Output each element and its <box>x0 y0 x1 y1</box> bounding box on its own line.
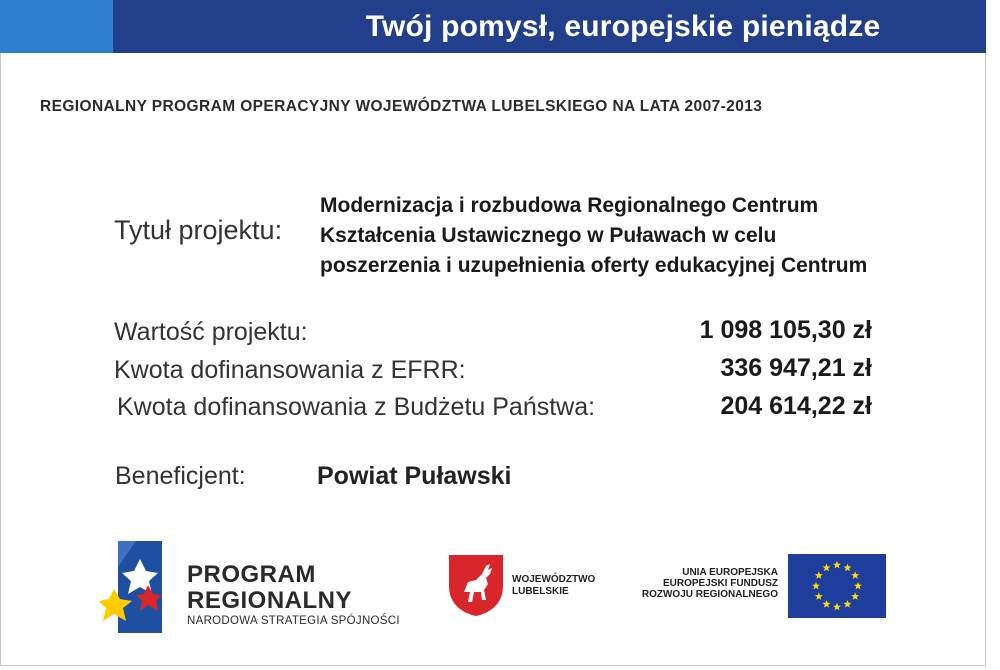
efrr-funding-label: Kwota dofinansowania z EFRR: <box>114 356 466 384</box>
state-budget-funding-value: 204 614,22 zł <box>720 392 872 420</box>
beneficiary-value: Powiat Puławski <box>317 462 512 490</box>
program-regionalny-line3: NARODOWA STRATEGIA SPÓJNOŚCI <box>187 615 400 627</box>
wojewodztwo-lubelskie-text <box>512 574 612 598</box>
project-title-line: Kształcenia Ustawicznego w Puławach w celu <box>320 224 777 247</box>
project-title-label: Tytuł projektu: <box>114 215 283 245</box>
project-value-label: Wartość projektu: <box>114 318 308 346</box>
header-title: Twój pomysł, europejskie pieniądze <box>365 10 881 43</box>
program-regionalny-line1: PROGRAM <box>187 561 316 588</box>
wojewodztwo-lubelskie-logo <box>446 552 616 622</box>
project-value: 1 098 105,30 zł <box>699 316 872 344</box>
project-title <box>320 191 980 281</box>
eu-line3: ROZWOJU REGIONALNEGO <box>641 589 778 600</box>
lubelskie-line: LUBELSKIE <box>512 586 569 597</box>
program-regionalny-logo <box>100 537 410 637</box>
coat-of-arms-icon <box>446 552 506 618</box>
program-name: REGIONALNY PROGRAM OPERACYJNY WOJEWÓDZTWA LUBELSKIEGO NA LATA 2007-2013 <box>40 98 763 115</box>
project-title-line: Modernizacja i rozbudowa Regionalnego Centrum <box>320 194 819 217</box>
project-title-line: poszerzenia i uzupełnienia oferty edukacyjnej Centrum <box>320 254 868 277</box>
header-bar <box>0 0 986 53</box>
eu-line2: EUROPEJSKI FUNDUSZ <box>662 578 778 589</box>
efrr-funding-value: 336 947,21 zł <box>720 354 872 382</box>
eu-flag-icon <box>788 554 886 618</box>
program-regionalny-line2: REGIONALNY <box>187 587 353 614</box>
eu-fund-text <box>620 567 778 600</box>
program-regionalny-emblem-icon <box>100 537 170 637</box>
eu-line1: UNIA EUROPEJSKA <box>682 567 778 578</box>
state-budget-funding-label: Kwota dofinansowania z Budżetu Państwa: <box>117 393 596 421</box>
wojewodztwo-line: WOJEWÓDZTWO <box>512 574 596 585</box>
beneficiary-label: Beneficjent: <box>115 462 246 490</box>
